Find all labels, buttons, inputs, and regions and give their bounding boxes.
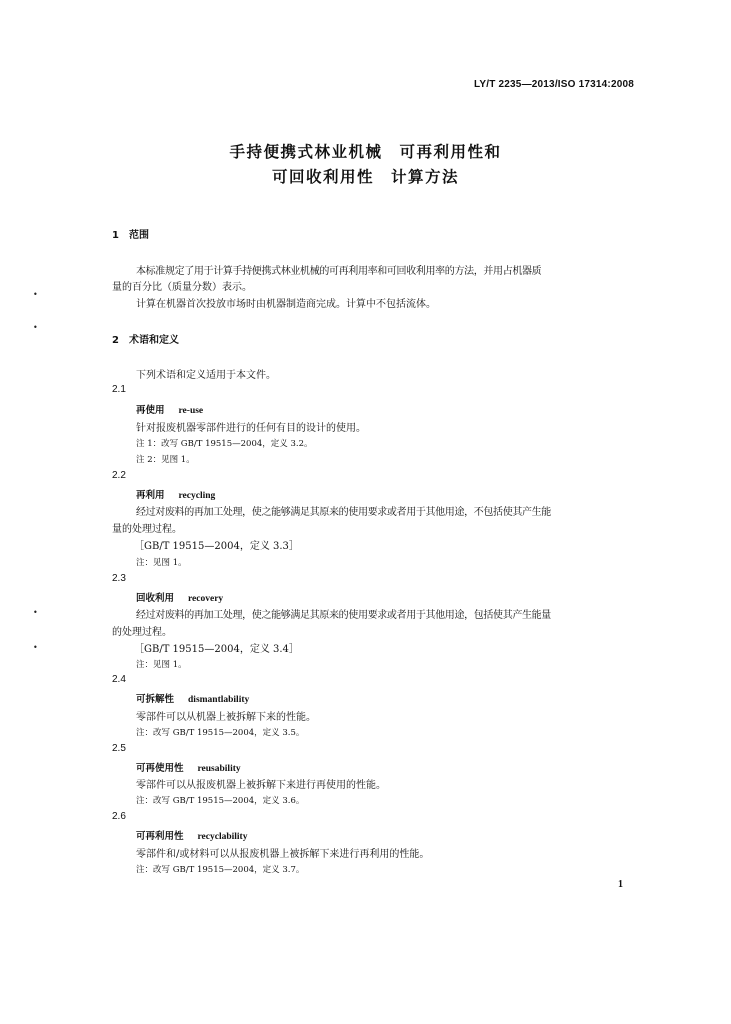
scope-paragraph-1-line-1: 本标准规定了用于计算手持便携式林业机械的可再利用率和可回收利用率的方法，并用占机器质 (136, 266, 542, 277)
term-cn: 可再使用性 (136, 763, 184, 774)
scan-speck: • (33, 643, 38, 652)
term-definition: 零部件可以从机器上被拆解下来的性能。 (136, 712, 316, 723)
term-heading (136, 487, 215, 501)
term-definition-cont: 的处理过程。 (112, 627, 172, 638)
term-note: 注：见图 1。 (136, 558, 187, 568)
clause-number: 2.4 (112, 674, 126, 685)
title-line-2: 可回收利用性 计算方法 (271, 168, 459, 186)
term-note: 注 2：见图 1。 (136, 455, 195, 465)
term-note: 注：见图 1。 (136, 660, 187, 670)
standard-number: LY/T 2235—2013/ISO 17314:2008 (474, 79, 634, 90)
term-definition: 针对报废机器零部件进行的任何有目的设计的使用。 (136, 423, 366, 434)
term-cn: 再使用 (136, 405, 165, 416)
term-en: reusability (197, 764, 241, 774)
term-cn: 再利用 (136, 490, 165, 501)
term-heading (136, 691, 249, 705)
term-heading (136, 590, 223, 604)
section-heading-terms: 2 术语和定义 (112, 335, 179, 346)
scan-speck: • (33, 323, 38, 332)
term-cn: 回收利用 (136, 593, 175, 604)
term-cn: 可再利用性 (136, 831, 184, 842)
term-note: 注：改写 GB/T 19515—2004，定义 3.7。 (136, 865, 305, 875)
scan-speck: • (33, 290, 38, 299)
term-heading (136, 402, 203, 416)
term-heading (136, 760, 241, 774)
scope-paragraph-2: 计算在机器首次投放市场时由机器制造商完成。计算中不包括流体。 (136, 299, 436, 310)
term-note: 注：改写 GB/T 19515—2004，定义 3.5。 (136, 728, 305, 738)
term-en: re-use (178, 406, 204, 416)
term-definition: 零部件可以从报废机器上被拆解下来进行再使用的性能。 (136, 780, 386, 791)
term-definition-cont: 量的处理过程。 (112, 524, 182, 535)
term-note: 注：改写 GB/T 19515—2004，定义 3.6。 (136, 796, 305, 806)
term-en: recyclability (197, 832, 248, 842)
page-number: 1 (618, 879, 623, 890)
term-definition: 经过对废料的再加工处理，使之能够满足其原来的使用要求或者用于其他用途，包括使其产生能量 (136, 610, 551, 621)
term-en: recycling (178, 491, 216, 501)
clause-number: 2.5 (112, 743, 126, 754)
term-en: recovery (188, 594, 224, 604)
section-heading-scope: 1 范围 (112, 230, 149, 241)
clause-number: 2.1 (112, 384, 126, 395)
clause-number: 2.3 (112, 573, 126, 584)
term-heading (136, 828, 247, 842)
terms-intro: 下列术语和定义适用于本文件。 (136, 370, 276, 381)
term-reference: ［GB/T 19515—2004，定义 3.3］ (134, 541, 299, 552)
term-en: dismantlability (188, 695, 250, 705)
clause-number: 2.6 (112, 811, 126, 822)
scope-paragraph-1-line-2: 量的百分比（质量分数）表示。 (112, 282, 252, 293)
term-note: 注 1：改写 GB/T 19515—2004，定义 3.2。 (136, 439, 313, 449)
scan-speck: • (33, 608, 38, 617)
term-cn: 可拆解性 (136, 694, 175, 705)
clause-number: 2.2 (112, 470, 126, 481)
term-reference: ［GB/T 19515—2004，定义 3.4］ (134, 644, 299, 655)
term-definition: 经过对废料的再加工处理，使之能够满足其原来的使用要求或者用于其他用途，不包括使其产生能 (136, 507, 551, 518)
term-definition: 零部件和/或材料可以从报废机器上被拆解下来进行再利用的性能。 (136, 849, 430, 860)
title-line-1: 手持便携式林业机械 可再利用性和 (229, 143, 502, 161)
